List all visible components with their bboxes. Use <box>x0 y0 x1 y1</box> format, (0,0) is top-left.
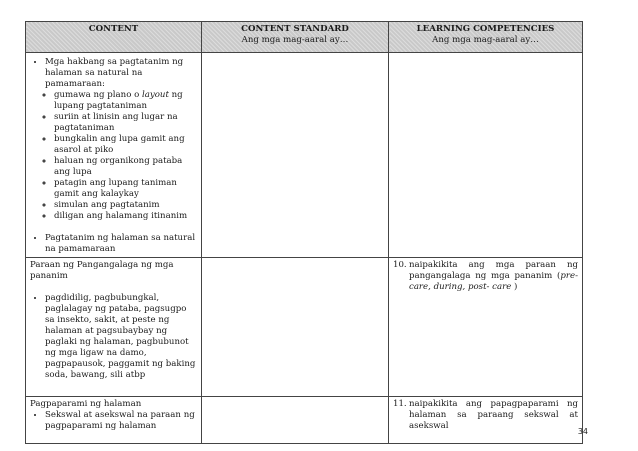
header-standard-sub: Ang mga mag-aaral ay… <box>241 35 349 45</box>
content-title: Paraan ng Pangangalaga ng mga pananim <box>30 260 174 281</box>
competency-item <box>393 399 578 432</box>
competency-cell <box>389 397 583 444</box>
header-competencies-sub: Ang mga mag-aaral ay… <box>432 35 539 45</box>
header-standard-label: CONTENT STANDARD <box>241 24 349 34</box>
sub-item-text: ng lupang pagtataniman <box>54 90 183 111</box>
table-row <box>26 397 583 444</box>
content-list <box>30 57 197 222</box>
competency-item <box>393 260 578 293</box>
standard-cell <box>202 53 389 258</box>
list-item: ◦ simulan ang pagtatanim <box>54 200 197 211</box>
sub-item-italic: layout <box>142 90 169 100</box>
list-item: • Sekswal at asekswal na paraan ng pagpaparami ng halaman <box>45 410 197 432</box>
sub-list <box>45 90 197 222</box>
list-item: ◦ suriin at linisin ang lugar na pagtataniman <box>54 112 197 134</box>
standard-cell <box>202 397 389 444</box>
list-item: ◦ patagin ang lupang taniman gamit ang kalaykay <box>54 178 197 200</box>
competency-text-part: ) <box>511 282 518 292</box>
competency-number: 10. <box>393 260 407 270</box>
competency-number: 11. <box>393 399 407 409</box>
list-item: • pagdidilig, pagbubungkal, paglalagay ng pataba, pagsugpo sa insekto, sakit, at peste ng halaman at pagsubaybay ng paglaki ng halaman, pagbubunot ng mga ligaw na damo, pagpapausok, paggamit ng baking soda, bawang, sili atbp <box>45 293 197 381</box>
header-content <box>26 22 202 53</box>
content-title: Pagpaparami ng halaman <box>30 399 142 409</box>
competency-cell <box>389 53 583 258</box>
competency-text <box>409 260 578 293</box>
header-learning-competencies <box>389 22 583 53</box>
content-cell <box>26 53 202 258</box>
content-cell <box>26 397 202 444</box>
content-list <box>30 410 197 432</box>
competency-text-part: naipakikita ang mga paraan ng pangangalaga ng mga pananim ( <box>409 260 578 281</box>
list-item: ◦ haluan ng organikong pataba ang lupa <box>54 156 197 178</box>
header-row <box>26 22 583 53</box>
content-cell <box>26 258 202 397</box>
competency-cell <box>389 258 583 397</box>
sub-item-text: gumawa ng plano o <box>54 90 143 100</box>
header-competencies-label: LEARNING COMPETENCIES <box>416 24 555 34</box>
curriculum-table <box>25 21 583 444</box>
list-item: • Pagtatanim ng halaman sa natural na pamamaraan <box>45 233 197 255</box>
list-item <box>45 57 197 222</box>
table-row <box>26 53 583 258</box>
page-number: 34 <box>577 427 588 436</box>
table-row <box>26 258 583 397</box>
spacer <box>30 222 197 233</box>
main-bullet-text: Mga hakbang sa pagtatanim ng halaman sa natural na pamamaraan: <box>45 57 184 89</box>
list-item: ◦ diligan ang halamang itinanim <box>54 211 197 222</box>
header-content-label: CONTENT <box>88 24 139 34</box>
header-content-standard <box>202 22 389 53</box>
list-item <box>54 90 197 112</box>
list-item: ◦ bungkalin ang lupa gamit ang asarol at piko <box>54 134 197 156</box>
competency-italic: pre-care, during, post- care <box>409 271 578 292</box>
content-list <box>30 233 197 255</box>
content-list <box>30 293 197 381</box>
competency-text: naipakikita ang papagpaparami ng halaman sa paraang sekswal at asekswal <box>409 399 578 431</box>
spacer <box>30 282 197 293</box>
standard-cell <box>202 258 389 397</box>
